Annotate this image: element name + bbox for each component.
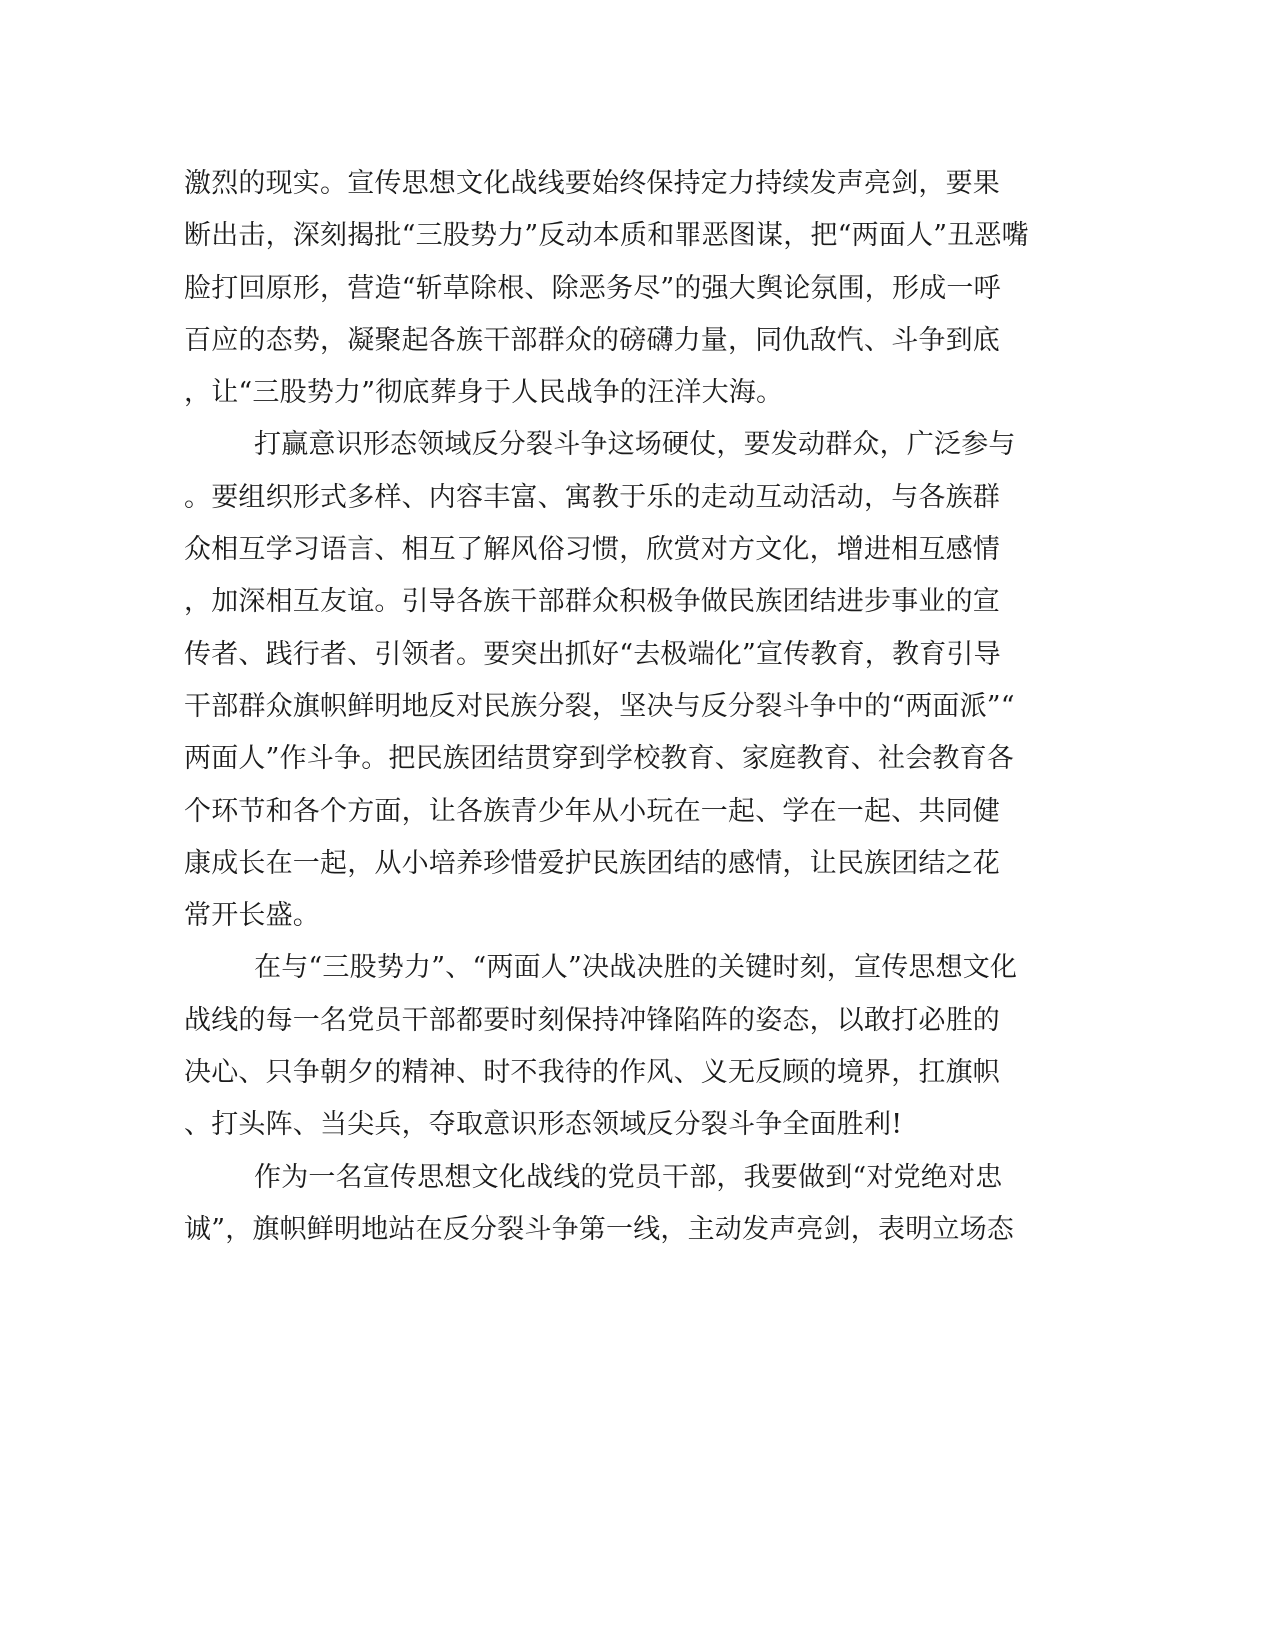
text-line: 个环节和各个方面，让各族青少年从小玩在一起、学在一起、共同健 <box>184 795 1000 827</box>
text-line: 干部群众旗帜鲜明地反对民族分裂，坚决与反分裂斗争中的“两面派”“ <box>184 690 1015 722</box>
text-line: 脸打回原形，营造“斩草除根、除恶务尽”的强大舆论氛围，形成一呼 <box>184 272 1001 304</box>
text-line: ，让“三股势力”彻底葬身于人民战争的汪洋大海。 <box>184 377 784 409</box>
text-line: 决心、只争朝夕的精神、时不我待的作风、义无反顾的境界，扛旗帜 <box>184 1057 1000 1089</box>
text-line: 传者、践行者、引领者。要突出抓好“去极端化”宣传教育，教育引导 <box>184 638 1001 670</box>
body-text <box>184 158 1044 1256</box>
text-line: 诚”，旗帜鲜明地站在反分裂斗争第一线，主动发声亮剑，表明立场态 <box>184 1213 1015 1245</box>
text-line: 断出击，深刻揭批“三股势力”反动本质和罪恶图谋，把“两面人”丑恶嘴 <box>184 220 1029 252</box>
text-line: 。要组织形式多样、内容丰富、寓教于乐的走动互动活动，与各族群 <box>184 481 1000 513</box>
paragraph-start-line: 打赢意识形态领域反分裂斗争这场硬仗，要发动群众，广泛参与 <box>254 429 1016 461</box>
text-line: 、打头阵、当尖兵，夺取意识形态领域反分裂斗争全面胜利! <box>184 1109 903 1141</box>
text-line: 众相互学习语言、相互了解风俗习惯，欣赏对方文化，增进相互感情 <box>184 534 1000 566</box>
text-line: 战线的每一名党员干部都要时刻保持冲锋陷阵的姿态，以敢打必胜的 <box>184 1004 1000 1036</box>
paragraph-start-line: 在与“三股势力”、“两面人”决战决胜的关键时刻，宣传思想文化 <box>254 952 1018 984</box>
text-line: ，加深相互友谊。引导各族干部群众积极争做民族团结进步事业的宣 <box>184 586 1000 618</box>
text-line: 两面人”作斗争。把民族团结贯穿到学校教育、家庭教育、社会教育各 <box>184 743 1015 775</box>
text-line: 康成长在一起，从小培养珍惜爱护民族团结的感情，让民族团结之花 <box>184 847 1000 879</box>
paragraph-start-line: 作为一名宣传思想文化战线的党员干部，我要做到“对党绝对忠 <box>254 1161 1003 1193</box>
text-line: 激烈的现实。宣传思想文化战线要始终保持定力持续发声亮剑，要果 <box>184 168 1000 199</box>
text-line: 百应的态势，凝聚起各族干部群众的磅礴力量，同仇敌忾、斗争到底 <box>184 324 1000 356</box>
text-line: 常开长盛。 <box>184 900 320 932</box>
